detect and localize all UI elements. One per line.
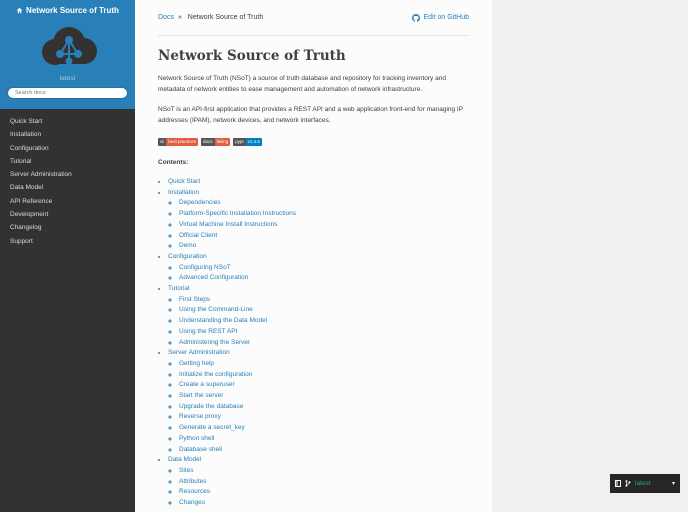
docs-badge[interactable] bbox=[201, 138, 230, 146]
sidebar-item-support[interactable]: Support bbox=[10, 237, 33, 245]
sidebar-item-tutorial[interactable]: Tutorial bbox=[10, 157, 32, 165]
toc-sublink[interactable]: Virtual Machine Install Instructions bbox=[179, 220, 278, 228]
toc-sublink[interactable]: Generate a secret_key bbox=[179, 424, 245, 432]
toc-sublink[interactable]: Reverse proxy bbox=[179, 413, 221, 421]
badge-value: best practices bbox=[168, 139, 197, 144]
search-input[interactable] bbox=[15, 90, 120, 96]
toc-subsection bbox=[179, 402, 469, 413]
toc-sublink[interactable]: Upgrade the database bbox=[179, 402, 244, 410]
cii-badge[interactable] bbox=[158, 138, 198, 146]
sidebar-item-quick-start[interactable]: Quick Start bbox=[10, 118, 43, 125]
badge-value: v1.4.6 bbox=[247, 139, 260, 144]
brand-title: Network Source of Truth bbox=[26, 6, 119, 15]
toc-sublink[interactable]: Sites bbox=[179, 466, 194, 474]
toc-sublink[interactable]: Attributes bbox=[179, 477, 207, 485]
page-title: Network Source of Truth bbox=[158, 48, 346, 64]
toc-sublink[interactable]: Platform-Specific Installation Instructions bbox=[179, 210, 297, 218]
edit-on-github-label: Edit on GitHub bbox=[423, 14, 469, 21]
toc-sublist bbox=[168, 359, 469, 455]
toc-sublink[interactable]: Official Client bbox=[179, 231, 218, 239]
intro-paragraph-2: NSoT is an API-first application that provides a REST API and a web application front-end for managing IP addresses (IPAM), network devices, and network interfaces. bbox=[158, 106, 463, 124]
toc-sublist bbox=[168, 263, 469, 284]
toc-subsection bbox=[179, 370, 469, 381]
toc-sublink[interactable]: Create a superuser bbox=[179, 381, 235, 389]
toc-subsection bbox=[179, 327, 469, 338]
toc-sublink[interactable]: Configuring NSoT bbox=[179, 263, 231, 271]
sidebar-item-data-model[interactable]: Data Model bbox=[10, 184, 44, 192]
toc-subsection bbox=[179, 391, 469, 402]
sidebar-item-server-administration[interactable]: Server Administration bbox=[10, 171, 72, 179]
badge-value: failing bbox=[216, 139, 229, 144]
toc-sublink[interactable]: Getting help bbox=[179, 359, 215, 367]
toc-subsection bbox=[179, 498, 469, 509]
toc-subsection bbox=[179, 231, 469, 242]
toc-link[interactable]: Configuration bbox=[168, 252, 207, 260]
sidebar bbox=[0, 0, 135, 512]
toc-subsection bbox=[179, 241, 469, 252]
toc-subsection bbox=[179, 423, 469, 434]
toc-subsection bbox=[179, 412, 469, 423]
sidebar-item-api-reference[interactable]: API Reference bbox=[10, 197, 53, 205]
github-icon bbox=[412, 14, 420, 22]
toc-section bbox=[168, 455, 469, 509]
toc-subsection bbox=[179, 316, 469, 327]
badge-label: docs bbox=[203, 139, 213, 144]
toc-subsection bbox=[179, 445, 469, 456]
breadcrumb-separator: » bbox=[177, 14, 182, 21]
book-icon bbox=[615, 480, 621, 487]
badge-row bbox=[158, 138, 469, 146]
toc-subsection bbox=[179, 466, 469, 477]
home-icon bbox=[16, 7, 23, 14]
toc-sublink[interactable]: Resources bbox=[179, 488, 211, 496]
toc-link[interactable]: Installation bbox=[168, 188, 200, 196]
nsot-logo bbox=[38, 26, 98, 70]
branch-icon bbox=[625, 480, 631, 487]
sidebar-item-installation[interactable]: Installation bbox=[10, 131, 42, 139]
toc-sublist bbox=[168, 198, 469, 252]
badge-label: cii bbox=[160, 139, 165, 144]
toc-subsection bbox=[179, 305, 469, 316]
toc-sublink[interactable]: Python shell bbox=[179, 434, 215, 442]
toc-sublink[interactable]: Understanding the Data Model bbox=[179, 317, 268, 325]
intro-paragraph-1: Network Source of Truth (NSoT) a source of truth database and repository for tracking inventory and metadata of network entities to ease management and automation of network infrastructure. bbox=[158, 75, 446, 93]
toc-section bbox=[168, 284, 469, 348]
toc-section bbox=[168, 188, 469, 252]
toc-sublink[interactable]: Using the REST API bbox=[179, 327, 238, 335]
toc-sublink[interactable]: Demo bbox=[179, 242, 197, 250]
toc-section bbox=[168, 177, 469, 188]
current-version: latest bbox=[635, 480, 651, 487]
contents-heading: Contents: bbox=[158, 159, 189, 166]
toc-sublink[interactable]: Dependencies bbox=[179, 199, 221, 207]
toc-subsection bbox=[179, 220, 469, 231]
version-switcher[interactable] bbox=[610, 474, 680, 493]
chevron-down-icon: ▾ bbox=[671, 481, 675, 487]
breadcrumb bbox=[158, 0, 469, 36]
toc-subsection bbox=[179, 338, 469, 349]
toc-sublink[interactable]: Using the Command-Line bbox=[179, 306, 253, 314]
toc-subsection bbox=[179, 263, 469, 274]
main-content bbox=[135, 0, 492, 512]
toc-sublist bbox=[168, 466, 469, 509]
sidebar-item-development[interactable]: Development bbox=[10, 211, 49, 219]
sidebar-nav bbox=[0, 109, 135, 248]
toc-sublink[interactable]: Start the server bbox=[179, 392, 224, 400]
toc-subsection bbox=[179, 434, 469, 445]
toc-section bbox=[168, 252, 469, 284]
sidebar-header bbox=[0, 0, 135, 109]
toc-link[interactable]: Server Administration bbox=[168, 349, 230, 357]
table-of-contents bbox=[158, 177, 469, 509]
toc-subsection bbox=[179, 273, 469, 284]
breadcrumb-trail bbox=[158, 14, 265, 21]
toc-subsection bbox=[179, 198, 469, 209]
toc-link[interactable]: Data Model bbox=[168, 456, 202, 464]
toc-sublink[interactable]: Initialize the configuration bbox=[179, 370, 253, 378]
badge-label: pypi bbox=[235, 139, 244, 144]
toc-link[interactable]: Tutorial bbox=[168, 285, 190, 293]
version-label: latest bbox=[59, 75, 76, 82]
edit-on-github-link[interactable] bbox=[412, 14, 469, 22]
sidebar-item-configuration[interactable]: Configuration bbox=[10, 144, 49, 152]
sidebar-item-changelog[interactable]: Changelog bbox=[10, 224, 42, 232]
breadcrumb-docs-link[interactable]: Docs bbox=[158, 14, 174, 21]
brand-link[interactable] bbox=[0, 6, 135, 15]
toc-link[interactable]: Quick Start bbox=[168, 178, 201, 185]
toc-subsection bbox=[179, 359, 469, 370]
toc-sublink[interactable]: Database shell bbox=[179, 445, 222, 453]
toc-subsection bbox=[179, 209, 469, 220]
toc-section bbox=[168, 348, 469, 455]
toc-sublink[interactable]: First Steps bbox=[179, 295, 211, 303]
pypi-badge[interactable] bbox=[233, 138, 262, 146]
toc-sublink[interactable]: Changes bbox=[179, 499, 206, 507]
breadcrumb-current: Network Source of Truth bbox=[187, 14, 264, 21]
toc-subsection bbox=[179, 477, 469, 488]
toc-subsection bbox=[179, 487, 469, 498]
search-box[interactable] bbox=[7, 87, 128, 99]
toc-subsection bbox=[179, 380, 469, 391]
toc-sublink[interactable]: Advanced Configuration bbox=[179, 274, 249, 282]
toc-sublist bbox=[168, 295, 469, 349]
toc-subsection bbox=[179, 295, 469, 306]
toc-sublink[interactable]: Administering the Server bbox=[179, 338, 251, 346]
